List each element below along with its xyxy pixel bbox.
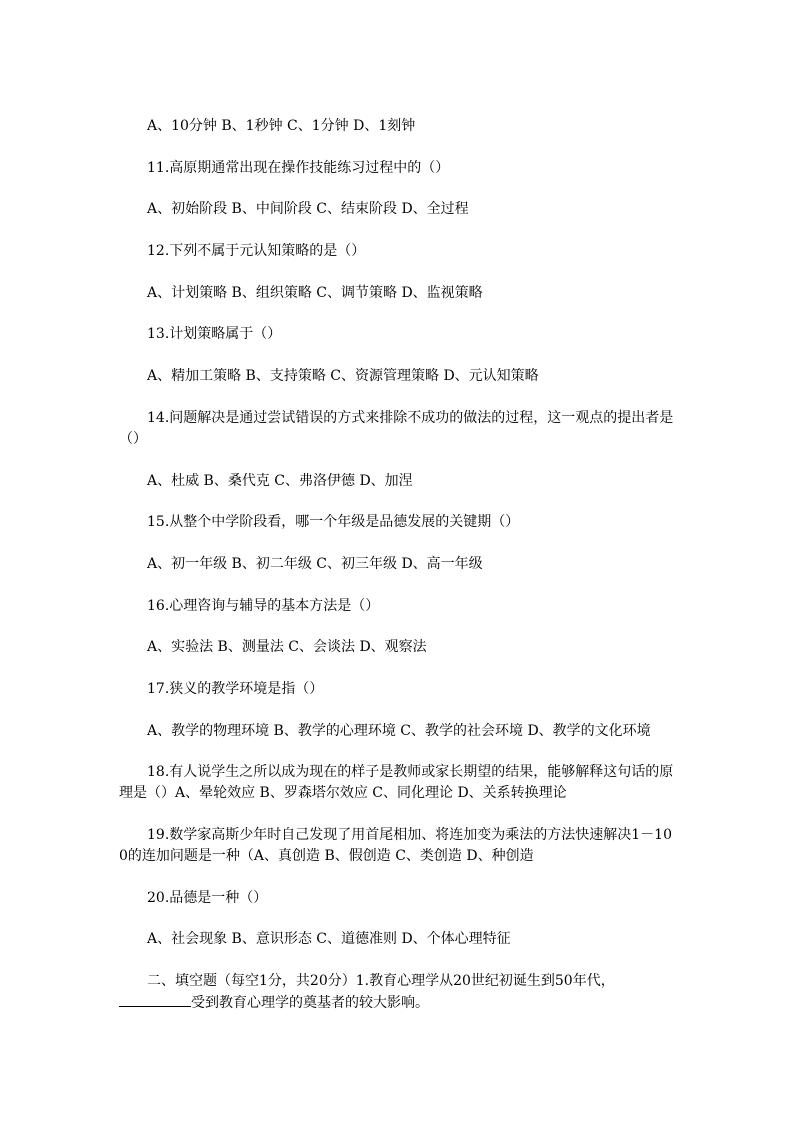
options-15: A、初一年级 B、初二年级 C、初三年级 D、高一年级 <box>147 555 483 572</box>
question-19: 19.数学家高斯少年时自己发现了用首尾相加、将连加变为乘法的方法快速解决1－100的连加问题是一种（A、真创造 B、假创造 C、类创造 D、种创造 <box>119 827 672 864</box>
options-17: A、教学的物理环境 B、教学的心理环境 C、教学的社会环境 D、教学的文化环境 <box>147 722 651 739</box>
options-12: A、计划策略 B、组织策略 C、调节策略 D、监视策略 <box>147 284 483 301</box>
fill-in-intro: 二、填空题（每空1分，共20分）1.教育心理学从20世纪初诞生到50年代， <box>147 973 615 990</box>
question-11: 11.高原期通常出现在操作技能练习过程中的（） <box>147 159 450 176</box>
question-13: 13.计划策略属于（） <box>147 326 282 343</box>
answer-blank <box>119 992 191 1007</box>
question-16: 16.心理咨询与辅导的基本方法是（） <box>147 597 380 614</box>
question-20: 20.品德是一种（） <box>147 889 268 906</box>
document-body <box>119 116 675 1035</box>
question-12: 12.下列不属于元认知策略的是（） <box>147 243 366 260</box>
question-15: 15.从整个中学阶段看，哪一个年级是品德发展的关键期（） <box>147 514 520 531</box>
question-18: 18.有人说学生之所以成为现在的样子是教师或家长期望的结果，能够解释这句话的原理是（）A、晕轮效应 B、罗森塔尔效应 C、同化理论 D、关系转换理论 <box>119 764 674 802</box>
question-14: 14.问题解决是通过尝试错误的方式来排除不成功的做法的过程，这一观点的提出者是（） <box>119 409 674 447</box>
fill-in-section <box>119 971 675 1014</box>
options-13: A、精加工策略 B、支持策略 C、资源管理策略 D、元认知策略 <box>147 368 539 385</box>
options-11: A、初始阶段 B、中间阶段 C、结束阶段 D、全过程 <box>147 201 469 218</box>
question-17: 17.狭义的教学环境是指（） <box>147 680 324 697</box>
options-20: A、社会现象 B、意识形态 C、道德准则 D、个体心理特征 <box>147 931 511 948</box>
options-14: A、杜威 B、桑代克 C、弗洛伊德 D、加涅 <box>147 472 413 489</box>
options-16: A、实验法 B、测量法 C、会谈法 D、观察法 <box>147 639 427 656</box>
option-line-10: A、10分钟 B、1秒钟 C、1分钟 D、1刻钟 <box>147 118 416 134</box>
fill-in-rest: 受到教育心理学的奠基者的较大影响。 <box>191 995 429 1012</box>
